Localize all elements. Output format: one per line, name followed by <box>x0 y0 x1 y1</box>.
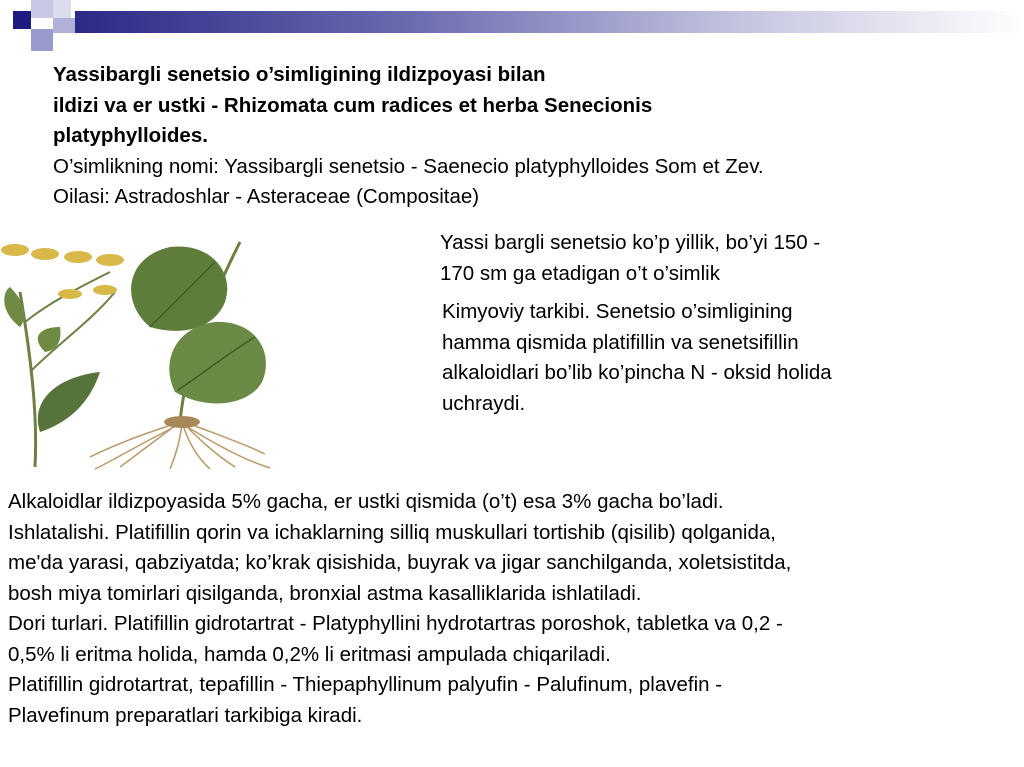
title-line: Yassibargli senetsio o’simligining ildizpoyasi bilan <box>53 63 546 86</box>
decor-square <box>31 29 53 51</box>
decor-square <box>13 11 31 29</box>
chemical-composition <box>442 297 962 419</box>
plant-illustration <box>0 232 285 470</box>
chemistry-line: uchraydi. <box>442 391 526 415</box>
usage-line: 0,5% li eritma holida, hamda 0,2% li eritmasi ampulada chiqariladi. <box>8 642 611 666</box>
chemistry-line: alkaloidlari bo’lib ko’pincha N - oksid holida <box>442 361 832 384</box>
usage-text <box>8 487 1013 731</box>
plant-name-line: O’simlikning nomi: Yassibargli senetsio - Saenecio platyphylloides Som et Zev. <box>53 154 764 178</box>
title-line: platyphylloides. <box>53 124 208 147</box>
slide-title <box>53 60 993 213</box>
decor-square <box>53 0 71 18</box>
usage-line: me'da yarasi, qabziyatda; ko’krak qisishida, buyrak va jigar sanchilganda, xoletsistitda, <box>8 551 792 574</box>
family-line: Oilasi: Astradoshlar - Asteraceae (Compositae) <box>53 185 480 208</box>
usage-line: Dori turlari. Platifillin gidrotartrat - Platyphyllini hydrotartras poroshok, tabletka va 0,2 - <box>8 612 783 635</box>
chemistry-line: hamma qismida platifillin va senetsifillin <box>442 330 799 354</box>
decor-square <box>53 18 75 33</box>
usage-line: Ishlatalishi. Platifillin qorin va ichaklarning silliq muskullari tortishib (qisilib) qolganida, <box>8 520 776 544</box>
description-line: Yassi bargli senetsio ko’p yillik, bo’yi 150 - <box>440 231 821 254</box>
usage-line: Plavefinum preparatlari tarkibiga kiradi. <box>8 703 363 727</box>
decor-square <box>31 0 53 18</box>
usage-line: bosh miya tomirlari qisilganda, bronxial astma kasalliklarida ishlatiladi. <box>8 581 642 605</box>
description-line: 170 sm ga etadigan o’t o’simlik <box>440 261 720 285</box>
chemistry-line: Kimyoviy tarkibi. Senetsio o’simligining <box>442 300 793 323</box>
usage-line: Alkaloidlar ildizpoyasida 5% gacha, er ustki qismida (o’t) esa 3% gacha bo’ladi. <box>8 490 724 513</box>
plant-description <box>440 228 960 289</box>
usage-line: Platifillin gidrotartrat, tepafillin - Thiepaphyllinum palyufin - Palufinum, plavefin - <box>8 673 723 696</box>
header-gradient-bar <box>75 11 1024 33</box>
title-line: ildizi va er ustki - Rhizomata cum radices et herba Senecionis <box>53 93 653 117</box>
